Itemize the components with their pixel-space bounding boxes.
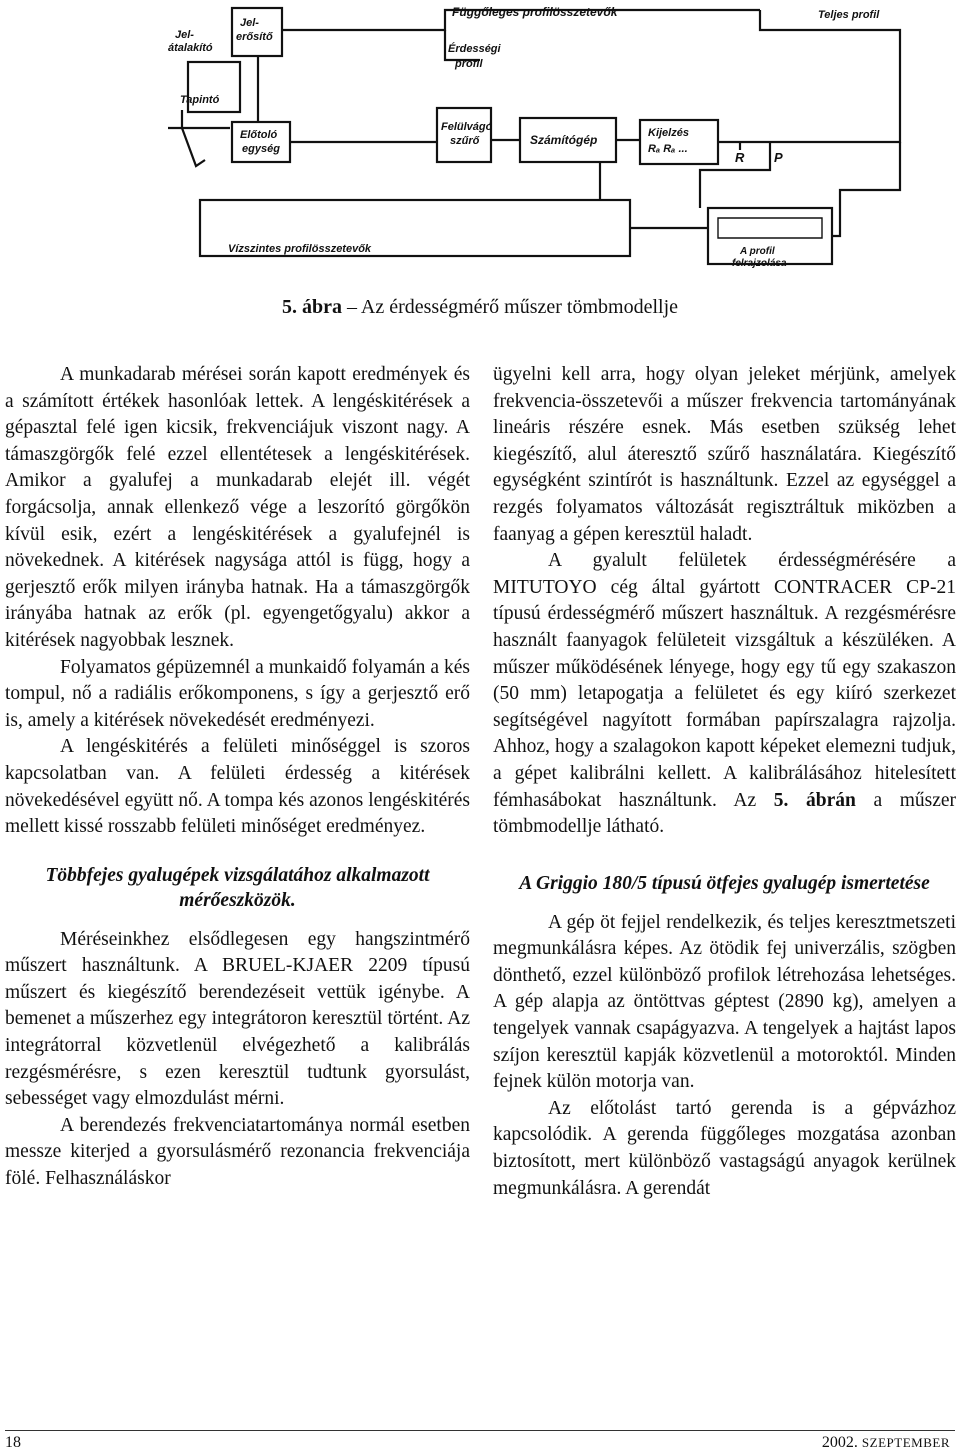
caption-text: Az érdességmérő műszer tömbmodellje [360, 296, 679, 318]
footer-rule [5, 1430, 955, 1431]
label-erdessegi-1: Érdességi [448, 43, 501, 55]
felrajzolas-inner [718, 218, 822, 238]
label-jel-atalakito-2: átalakító [168, 42, 213, 54]
right-paragraph-2 [493, 548, 956, 841]
tapinto-stylus [168, 128, 205, 166]
label-erdessegi-2: profil [455, 58, 483, 70]
figure-caption [0, 294, 960, 320]
left-paragraph-2: Folyamatos gépüzemnél a munkaidő folyamán a kés tompul, nő a radiális erőkomponens, s így a gerjesztő erő is, amely a kitérések növekedését eredményezi. [5, 656, 470, 731]
teljes-felrajzolas-line [832, 142, 900, 236]
left-paragraph-1: A munkadarab mérései során kapott eredmények és a számított értékek hasonlóak lettek. A lengéskitérések a gépasztal felé igen kicsik, frekvenciájuk viszont nagy. A támaszgörgők felé ezzel ellentétesek a lengéskitérések. Amikor a gyalufej a munkadarab elejét ill. végét forgácsolja, annak ellenkező vége a leszorító görgőkön kívül esik, ezért a lengéskitérések a gyalufejnél is növekednek. A kitérések nagysága attól is függ, hogy a gerjesztő erők milyen irányba hatnak. Ha a támaszgörgők irányába hatnak az erők (pl. egyengetőgyalu) akkor a kitérések nagyobbak lesznek. [5, 364, 470, 651]
label-R: R [735, 150, 745, 165]
issue-month: SZEPTEMBER [861, 1435, 950, 1450]
label-kijelzo-2: Rₐ Rₐ ... [648, 143, 688, 155]
left-paragraph-3: A lengéskitérés a felületi minőséggel is szoros kapcsolatban van. A felületi érdesség a kitérések növekedésével együtt nő. A tompa kés azonos lengéskitérés mellett kissé rosszabb felületi minőséget eredményez. [5, 736, 470, 838]
label-tapinto: Tapintó [180, 94, 220, 106]
label-teljes: Teljes profil [818, 9, 880, 21]
left-heading: Többfejes gyalugépek vizsgálatához alkalmazott mérőeszközök. [45, 864, 430, 911]
page-number: 18 [5, 1434, 21, 1451]
kijelzo-r-line [718, 70, 900, 142]
right-heading: A Griggio 180/5 típusú ötfejes gyalugép ismertetése [519, 872, 930, 894]
block-diagram [0, 0, 960, 280]
label-jel-erosito-1: Jel- [240, 17, 259, 29]
label-felulvago-1: Felülvágó [441, 121, 493, 133]
right-column [493, 362, 956, 1202]
issue-year: 2002. [821, 1434, 858, 1451]
elotolo-box [232, 122, 290, 162]
figure-reference: 5. ábrán [773, 789, 856, 811]
right-paragraph-1: ügyelni kell arra, hogy olyan jeleket mérjünk, amelyek frekvencia-összetevői a műszer frekvencia tartományának lineáris részére esnek. Más esetben szükség lehet kiegészítő, alul áteresztő szűrő használatára. Kiegészítő egységként szintírót is használtunk. Ezzel az egységgel a rezgés folyamatos változását regisztráltuk miközben a faanyag a gépen keresztül haladt. [493, 364, 956, 545]
caption-number: 5. ábra [281, 296, 342, 318]
label-kijelzo-1: Kijelzés [648, 127, 689, 139]
label-jel-atalakito-1: Jel- [175, 29, 194, 41]
left-column [5, 362, 470, 1193]
left-paragraph-4: Méréseinkhez elsődlegesen egy hangszintmérő műszert használtunk. A BRUEL-KJAER 2209 típusú műszert és kiegészítő berendezéseit vettük igénybe. A bemenet a műszerhez egy integrátoron keresztül történt. Az integrátorral közvetlenül elvégezhető a kalibrálás rezgésmérésre, s ezen keresztül tudtunk gyorsulást, sebességet vagy elmozdulást mérni. [5, 928, 470, 1110]
label-P: P [774, 150, 783, 165]
label-felrajzolasa-2: felrajzolása [732, 258, 787, 269]
block-diagram-figure [0, 0, 960, 280]
caption-dash: – [341, 296, 361, 318]
right-paragraph-2-start: A gyalult felületek érdességmérésére a MITUTOYO cég által gyártott CONTRACER CP-21 típusú érdességmérő műszert használtuk. A rezgésmérésre használt faanyagok felületeit vizsgáltuk a készüléken. A műszer működésének lényege, hogy egy tű egy szakaszon (50 mm) letapogatja a felületet és egy kiíró szerkezet segítségével nagyított formában papírszalagra rajzolja. Ahhoz, hogy a szalagokon kapott képeket elemezni tudjuk, a gépet kalibrálni kellett. A kalibrálásához hitelesített fémhasábokat használtunk. Az [493, 550, 956, 811]
right-paragraph-2-end: a műszer tömbmodellje látható. [493, 789, 957, 838]
label-felulvago-2: szűrő [450, 135, 480, 147]
label-vizszintes: Vízszintes profilösszetevők [228, 243, 372, 255]
left-paragraph-5: A berendezés frekvenciatartománya normál esetben messze kiterjed a gyorsulásmérő rezonancia frekvenciája fölé. Felhasználáskor [5, 1114, 470, 1190]
right-paragraph-4: Az előtolást tartó gerenda is a gépvázhoz kapcsolódik. A gerenda függőleges mozgatása azonban biztosított, mert különböző vastagságú anyagok kerülnek megmunkálásra. A gerendát [493, 1097, 956, 1199]
label-jel-erosito-2: erősítő [236, 31, 273, 43]
label-fuggoleges: Függőleges profilösszetevők [452, 5, 618, 19]
label-felrajzolasa-1: A profil [740, 246, 775, 257]
right-paragraph-3: A gép öt fejjel rendelkezik, és teljes keresztmetszeti megmunkálásra képes. Az ötödik fej univerzális, szögben dönthető, ezzel különböző profilok létrehozása lehetséges. A gép alapja az öntöttvas géptest (2890 kg), amelyen a tengelyek vannak csapágyazva. A tengelyek a hajtást lapos szíjon keresztül kapják közvetlenül a motoroktól. Minden fejnek külön motorja van. [493, 911, 956, 1093]
label-elotolo-1: Előtoló [240, 129, 278, 141]
issue-date [822, 1434, 950, 1452]
label-elotolo-2: egység [242, 143, 280, 155]
label-szamitogep: Számítógép [530, 133, 598, 147]
